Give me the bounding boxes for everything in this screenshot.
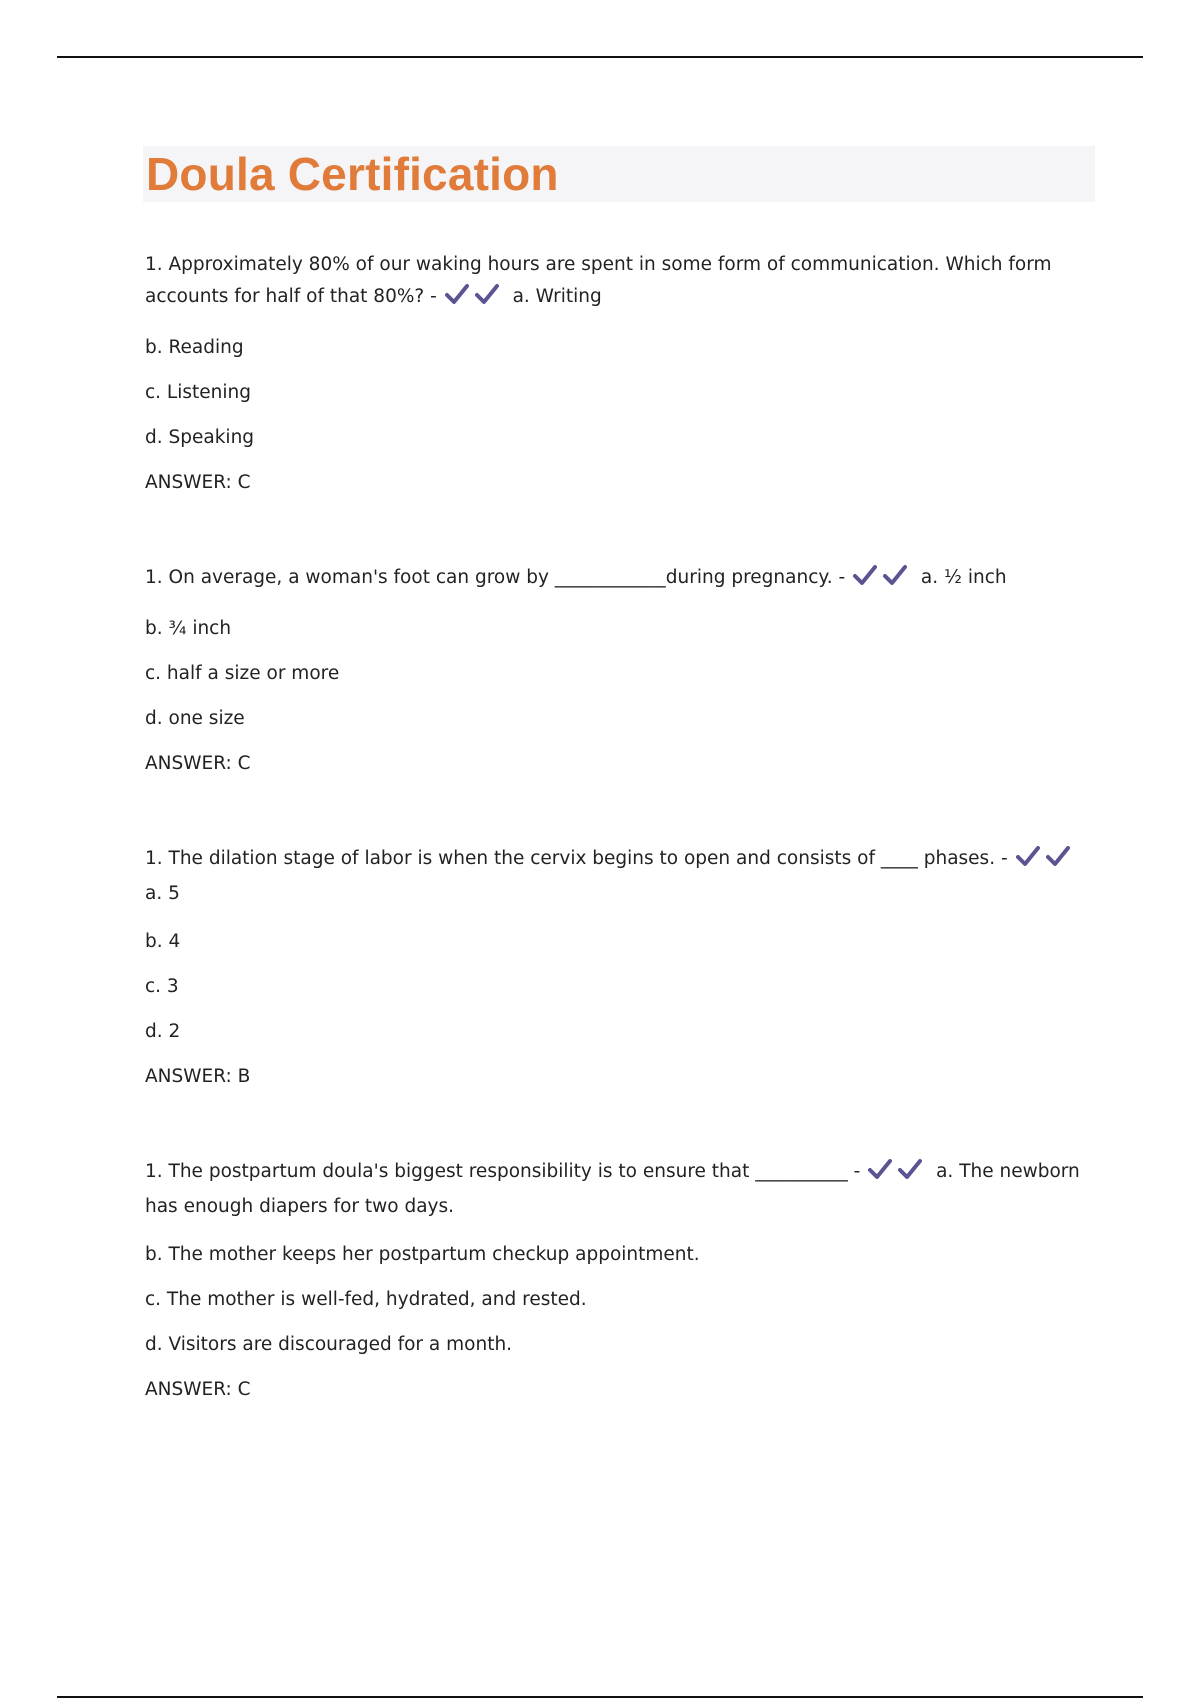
option-c: c. The mother is well-fed, hydrated, and rested. (145, 1289, 587, 1310)
checkmark-icon (853, 564, 877, 586)
question-block (145, 249, 1095, 496)
option-a: a. The newborn has enough diapers for two days. (145, 1161, 1080, 1217)
checkmark-icon (475, 283, 499, 305)
option-d: d. one size (145, 708, 245, 729)
question-text: 1. The dilation stage of labor is when the cervix begins to open and consists of ____ phases. - (145, 848, 1008, 869)
question-text: 1. Approximately 80% of our waking hours are spent in some form of communication. Which form accounts for half of that 80%? - (145, 254, 1052, 307)
question-stem (145, 249, 1095, 316)
answer-line: ANSWER: C (145, 1379, 251, 1400)
double-check (868, 1158, 928, 1191)
option-a: a. Writing (512, 286, 602, 307)
question-stem (145, 562, 1095, 597)
checkmark-icon (445, 283, 469, 305)
option-a: a. ½ inch (920, 567, 1007, 588)
title-banner (143, 146, 1095, 202)
option-b: b. ¾ inch (145, 618, 232, 639)
double-check (1016, 845, 1076, 878)
checkmark-icon (883, 564, 907, 586)
option-c: c. Listening (145, 382, 251, 403)
question-stem (145, 843, 1095, 910)
question-block (145, 1156, 1095, 1403)
double-check (445, 283, 505, 316)
option-c: c. 3 (145, 976, 179, 997)
checkmark-icon (898, 1158, 922, 1180)
answer-line: ANSWER: C (145, 753, 251, 774)
option-a: a. 5 (145, 883, 180, 904)
double-check (853, 564, 913, 597)
option-d: d. 2 (145, 1021, 181, 1042)
question-stem (145, 1156, 1095, 1223)
answer-line: ANSWER: C (145, 472, 251, 493)
option-b: b. Reading (145, 337, 244, 358)
question-block (145, 843, 1095, 1090)
bottom-rule (57, 1696, 1143, 1698)
question-block (145, 562, 1095, 777)
option-c: c. half a size or more (145, 663, 340, 684)
document-title: Doula Certification (146, 148, 559, 200)
checkmark-icon (868, 1158, 892, 1180)
top-rule (57, 56, 1143, 58)
option-b: b. The mother keeps her postpartum checkup appointment. (145, 1244, 700, 1265)
question-text: 1. On average, a woman's foot can grow by ____________during pregnancy. - (145, 567, 846, 588)
checkmark-icon (1046, 845, 1070, 867)
document-body (145, 146, 1095, 1403)
option-b: b. 4 (145, 931, 181, 952)
option-d: d. Speaking (145, 427, 255, 448)
question-text: 1. The postpartum doula's biggest responsibility is to ensure that __________ - (145, 1161, 861, 1182)
option-d: d. Visitors are discouraged for a month. (145, 1334, 513, 1355)
checkmark-icon (1016, 845, 1040, 867)
answer-line: ANSWER: B (145, 1066, 251, 1087)
